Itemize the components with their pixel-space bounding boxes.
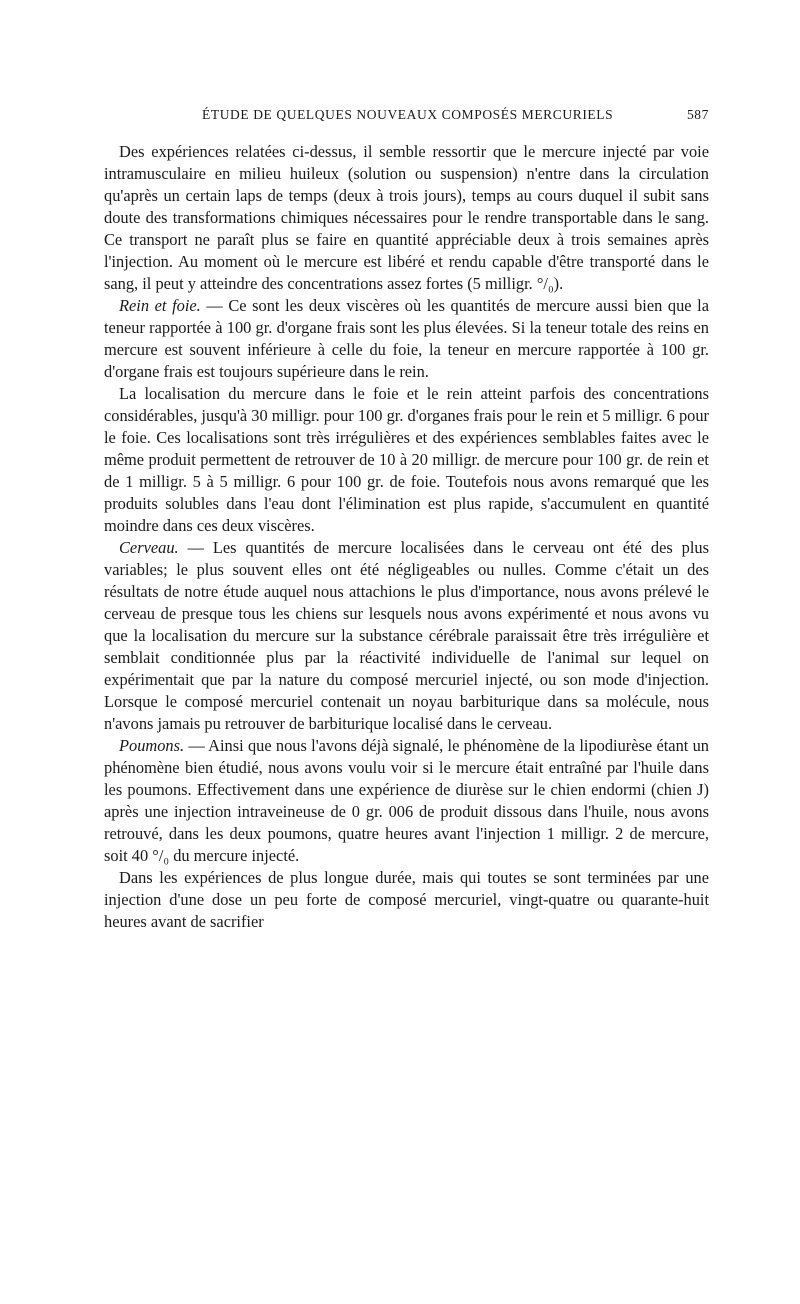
paragraph-text-cerveau: — Les quantités de mercure localisées dans le cerveau ont été des plus variables; le plus souvent elles ont été négligeables ou nulles. Comme c'était un des résultats de notre étude auquel nous attachions le plus d'importance, nous avons prélevé le cerveau de presque tous les chiens sur lesquels nous avons expérimenté et nous avons vu que la localisation du mercure sur la substance cérébrale paraissait être très irrégulière et semblait conditionnée plus par la réactivité individuelle de l'animal sur lequel on expérimentait que par la nature du composé mercuriel injecté, ou son mode d'injection. Lorsque le composé mercuriel contenait un noyau barbiturique dans sa molécule, nous n'avons jamais pu retrouver de barbiturique localisé dans le cerveau. — [104, 538, 709, 733]
running-title: ÉTUDE DE QUELQUES NOUVEAUX COMPOSÉS MERCURIELS — [202, 107, 614, 122]
paragraph-poumons — [104, 735, 709, 867]
paragraph-text-rein-et-foie: — Ce sont les deux viscères où les quantités de mercure aussi bien que la teneur rapportée à 100 gr. d'organe frais sont les plus élevées. Si la teneur totale des reins en mercure est souvent inférieure à celle du foie, la teneur en mercure rapportée à 100 gr. d'organe frais est toujours supérieure dans le rein. — [104, 296, 709, 381]
paragraph-text-poumons: — Ainsi que nous l'avons déjà signalé, le phénomène de la lipodiurèse étant un phénomène bien étudié, nous avons voulu voir si le mercure était entraîné par l'huile dans les poumons. Effectivement dans une expérience de diurèse sur le chien endormi (chien J) après une injection intraveineuse de 0 gr. 006 de produit dissous dans l'huile, nous avons retrouvé, dans les deux poumons, quatre heures avant l'injection 1 milligr. 2 de mercure, soit 40 °/₀ du mercure injecté. — [104, 736, 709, 865]
paragraph-longue-duree: Dans les expériences de plus longue durée, mais qui toutes se sont terminées par une injection d'une dose un peu forte de composé mercuriel, vingt-quatre ou quarante-huit heures avant de sacrifier — [104, 868, 709, 931]
section-heading-rein-et-foie: Rein et foie. — [119, 296, 201, 315]
paragraph-cerveau — [104, 537, 709, 735]
page-number: 587 — [686, 107, 709, 122]
paragraph-localisation: La localisation du mercure dans le foie et le rein atteint parfois des concentrations considérables, jusqu'à 30 milligr. pour 100 gr. d'organes frais pour le rein et 5 milligr. 6 pour le foie. Ces localisations sont très irrégulières et des expériences semblables faites avec le même produit permettent de retrouver de 10 à 20 milligr. de mercure pour 100 gr. de rein et de 1 milligr. 5 à 5 milligr. 6 pour 100 gr. de foie. Toutefois nous avons remarqué que les produits solubles dans l'eau dont l'élimination est plus rapide, s'accumulent en quantité moindre dans ces deux viscères. — [104, 384, 709, 535]
body-text — [104, 141, 709, 933]
section-heading-cerveau: Cerveau. — [119, 538, 179, 557]
section-heading-poumons: Poumons. — [119, 736, 185, 755]
paragraph-transport: Des expériences relatées ci-dessus, il semble ressortir que le mercure injecté par voie intramusculaire en milieu huileux (solution ou suspension) n'entre dans la circulation qu'après un certain laps de temps (deux à trois jours), temps au cours duquel il subit sans doute des transformations chimiques nécessaires pour le rendre transportable dans le sang. Ce transport ne paraît plus se faire en quantité appréciable deux à trois semaines après l'injection. Au moment où le mercure est libéré et rendu capable d'être transporté dans le sang, il peut y atteindre des concentrations assez fortes (5 milligr. °/₀). — [104, 142, 709, 293]
running-head — [104, 107, 709, 127]
paragraph-rein-et-foie — [104, 295, 709, 383]
